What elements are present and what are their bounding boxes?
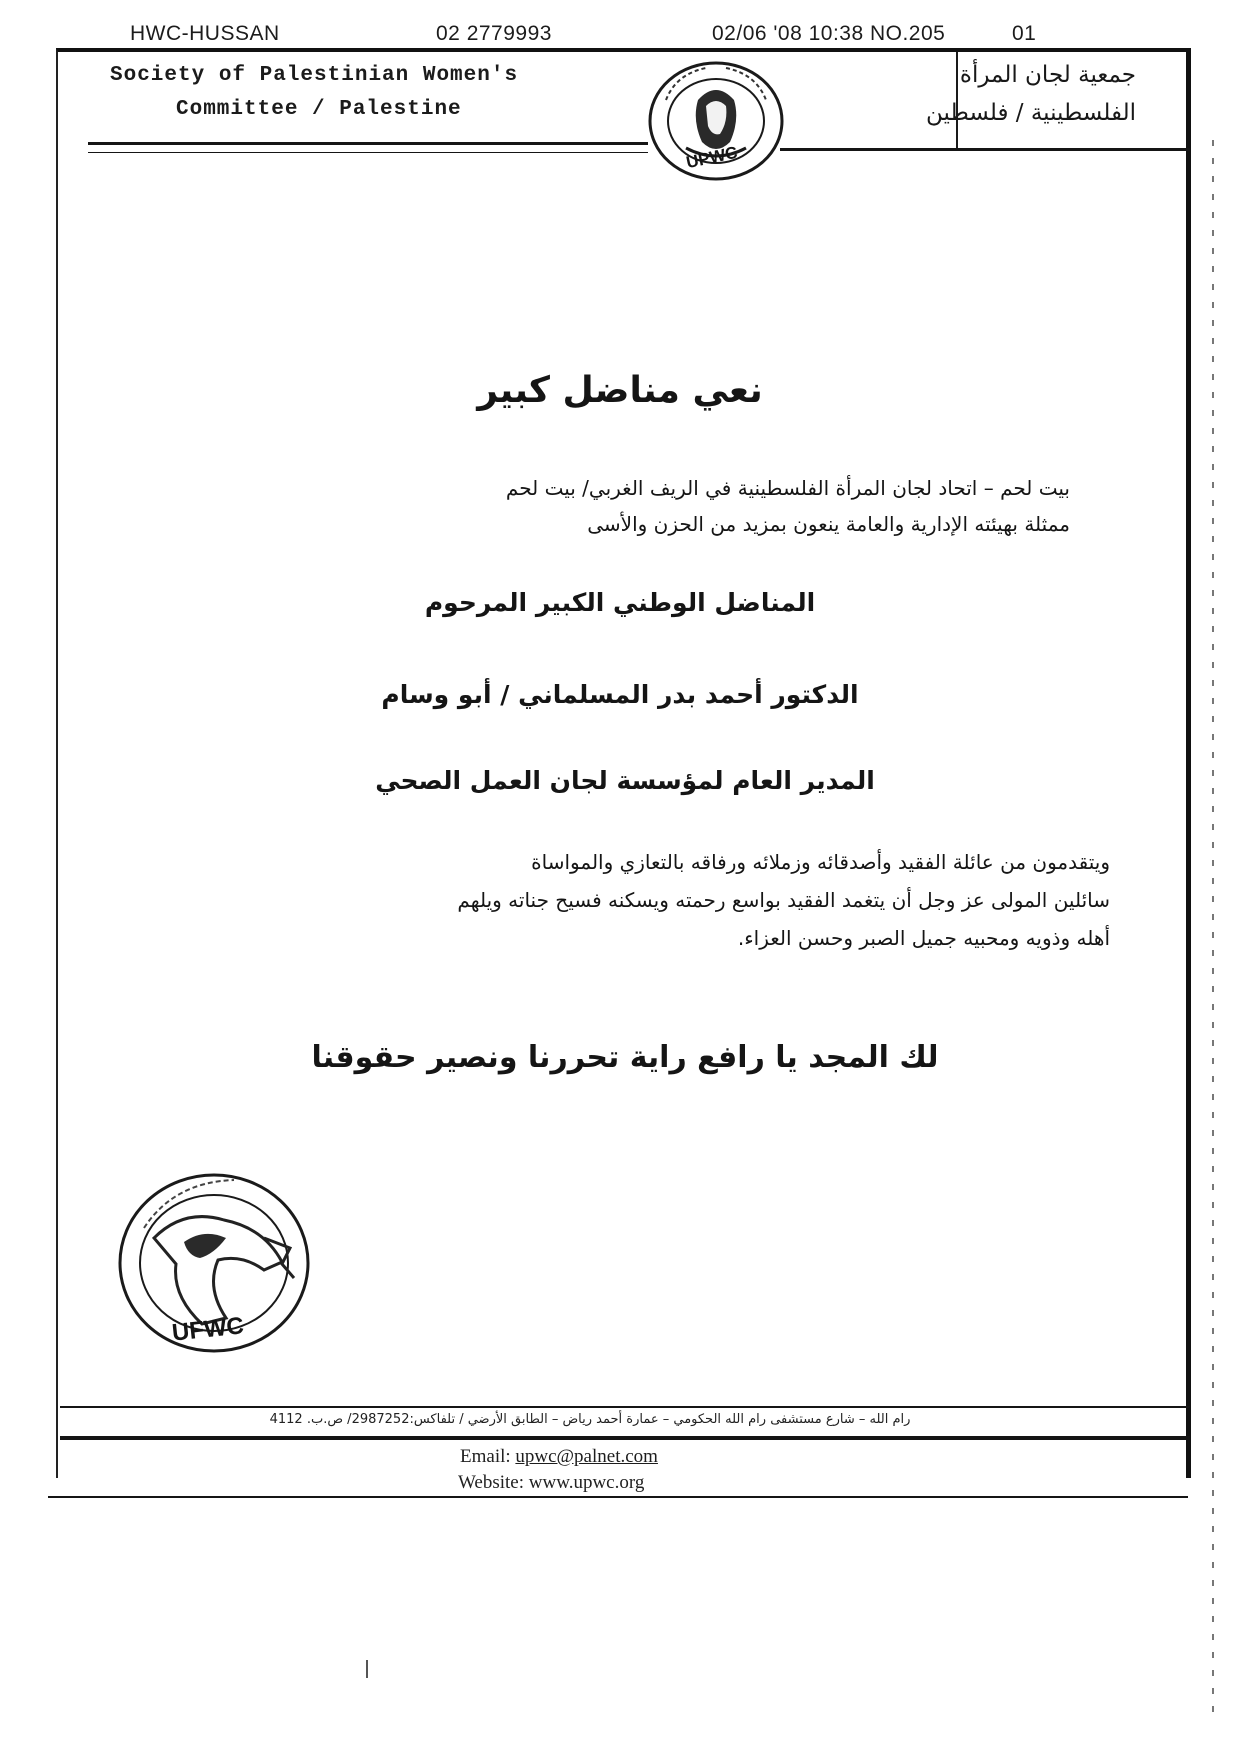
organization-stamp xyxy=(114,1168,314,1358)
upwc-logo xyxy=(646,60,786,182)
letter-intro-line2: ممثلة بهيئته الإدارية والعامة ينعون بمزيد من الحزن والأسى xyxy=(587,512,1070,536)
fax-page-number: 01 xyxy=(1012,22,1037,45)
upwc-logo-text: UPWC xyxy=(684,142,740,173)
fax-datetime: 02/06 '08 10:38 NO.205 xyxy=(712,22,946,45)
letterhead-rule-left xyxy=(88,142,648,145)
letter-condolence-line1: ويتقدمون من عائلة الفقيد وأصدقائه وزملائه ورفاقه بالتعازي والمواساة xyxy=(531,850,1110,874)
letterhead-arabic-line2: الفلسطينية / فلسطين xyxy=(926,100,1136,126)
letter-honorific: المناضل الوطني الكبير المرحوم xyxy=(424,588,816,617)
letter-condolence-line3: أهله وذويه ومحبيه جميل الصبر وحسن العزاء. xyxy=(737,926,1110,950)
footer-email-link[interactable]: upwc@palnet.com xyxy=(515,1446,658,1467)
footer-rule-top xyxy=(60,1406,1190,1408)
footer-email-label: Email: xyxy=(460,1446,511,1467)
scan-artifact-right xyxy=(1212,140,1214,1720)
letter-title: نعي مناضل كبير xyxy=(477,370,763,411)
footer-address: رام الله – شارع مستشفى رام الله الحكومي – عمارة أحمد رياض – الطابق الأرضي / تلفاكس:2987252/ ص.ب. 4112 xyxy=(269,1412,911,1427)
letterhead-english-line2: Committee / Palestine xyxy=(176,98,462,121)
footer-website-link[interactable]: www.upwc.org xyxy=(528,1472,645,1493)
fax-phone: 02 2779993 xyxy=(436,22,552,45)
footer-email-row xyxy=(460,1446,658,1468)
letter-slogan: لك المجد يا رافع راية تحررنا ونصير حقوقنا xyxy=(311,1040,939,1075)
letterhead-english-line1: Society of Palestinian Women's xyxy=(110,64,519,87)
fax-sender: HWC-HUSSAN xyxy=(130,22,280,45)
letter-intro-line1: بيت لحم – اتحاد لجان المرأة الفلسطينية في الريف الغربي/ بيت لحم xyxy=(505,476,1070,500)
page-bottom-rule xyxy=(48,1496,1188,1498)
letterhead-rule-left-thin xyxy=(88,152,648,153)
scan-artifact-bottom xyxy=(366,1660,368,1678)
letter-condolence-line2: سائلين المولى عز وجل أن يتغمد الفقيد بواسع رحمته ويسكنه فسيح جناته ويلهم xyxy=(457,888,1110,912)
footer-website-label: Website: xyxy=(458,1472,525,1493)
stamp-text: UFWC xyxy=(170,1312,246,1347)
letter-deceased-position: المدير العام لمؤسسة لجان العمل الصحي xyxy=(375,766,875,795)
footer-rule-bottom xyxy=(60,1436,1190,1440)
footer-website-row xyxy=(458,1472,644,1494)
letter-deceased-name: الدكتور أحمد بدر المسلماني / أبو وسام xyxy=(381,680,859,709)
letterhead-rule-right xyxy=(780,148,1190,151)
letterhead-arabic-line1: جمعية لجان المرأة xyxy=(959,62,1136,88)
